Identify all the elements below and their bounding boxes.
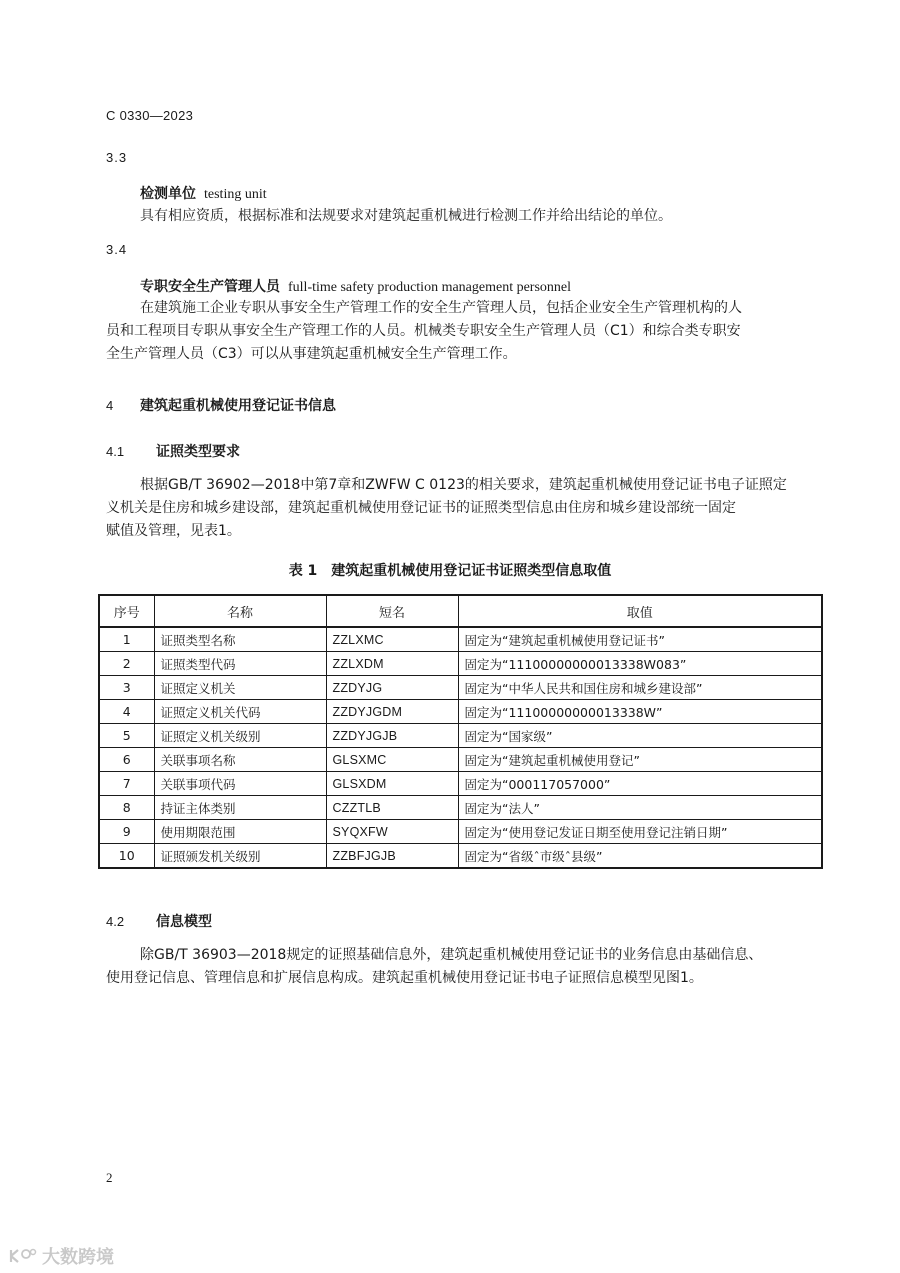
watermark-text: 大数跨境 (42, 1247, 114, 1268)
section-number: 4.2 (106, 914, 125, 929)
cell-short-name: SYQXFW (326, 820, 458, 844)
definition-3-3: 具有相应资质，根据标准和法规要求对建筑起重机械进行检测工作并给出结论的单位。 (140, 208, 672, 224)
table-row (99, 820, 822, 844)
cell-short-name: ZZDYJGDM (326, 700, 458, 724)
table-row (99, 772, 822, 796)
cell-name: 持证主体类别 (154, 796, 326, 820)
cell-seq: 1 (99, 627, 154, 652)
watermark (8, 1243, 114, 1269)
header-value: 取值 (458, 595, 822, 627)
section-title: 建筑起重机械使用登记证书信息 (140, 398, 336, 414)
cell-seq: 7 (99, 772, 154, 796)
cell-short-name: GLSXMC (326, 748, 458, 772)
table-row (99, 796, 822, 820)
table-row (99, 627, 822, 652)
cell-value: 固定为“建筑起重机械使用登记” (458, 748, 822, 772)
cell-short-name: ZZDYJG (326, 676, 458, 700)
section-title: 证照类型要求 (156, 444, 240, 460)
watermark-logo-icon (8, 1246, 38, 1266)
cell-name: 证照定义机关代码 (154, 700, 326, 724)
section-4-1-line-3: 赋值及管理，见表1。 (106, 523, 241, 539)
cell-value: 固定为“国家级” (458, 724, 822, 748)
page-number: 2 (106, 1170, 113, 1185)
section-4-1-heading (106, 441, 240, 461)
cell-name: 证照颁发机关级别 (154, 844, 326, 869)
cell-name: 证照类型名称 (154, 627, 326, 652)
cell-short-name: CZZTLB (326, 796, 458, 820)
term-cn: 检测单位 (140, 186, 196, 202)
cell-value: 固定为“11100000000013338W” (458, 700, 822, 724)
cell-short-name: GLSXDM (326, 772, 458, 796)
cell-short-name: ZZLXDM (326, 652, 458, 676)
table-row (99, 844, 822, 869)
term-en: testing unit (204, 187, 267, 202)
definition-3-4-line-2: 员和工程项目专职从事安全生产管理工作的人员。机械类专职安全生产管理人员（C1）和综合类专职安 (106, 323, 741, 339)
table-row (99, 724, 822, 748)
cell-value: 固定为“建筑起重机械使用登记证书” (458, 627, 822, 652)
definition-3-4-line-1: 在建筑施工企业专职从事安全生产管理工作的安全生产管理人员，包括企业安全生产管理机构的人 (140, 300, 742, 316)
cell-value: 固定为“11100000000013338W083” (458, 652, 822, 676)
section-title: 信息模型 (156, 914, 212, 930)
section-number: 4.1 (106, 444, 125, 459)
cell-short-name: ZZLXMC (326, 627, 458, 652)
section-4-2-line-2: 使用登记信息、管理信息和扩展信息构成。建筑起重机械使用登记证书电子证照信息模型见图1。 (106, 970, 703, 986)
cell-value: 固定为“法人” (458, 796, 822, 820)
cell-seq: 5 (99, 724, 154, 748)
cell-value: 固定为“省级ˆ市级ˆ县级” (458, 844, 822, 869)
cell-seq: 3 (99, 676, 154, 700)
section-4-1-line-2: 义机关是住房和城乡建设部，建筑起重机械使用登记证书的证照类型信息由住房和城乡建设部统一固定 (106, 500, 736, 516)
table-caption: 表 1 建筑起重机械使用登记证书证照类型信息取值 (288, 563, 612, 579)
table-row (99, 700, 822, 724)
certificate-type-table (98, 594, 823, 869)
cell-name: 使用期限范围 (154, 820, 326, 844)
table-header-row (99, 595, 822, 627)
cell-name: 关联事项名称 (154, 748, 326, 772)
table-row (99, 652, 822, 676)
header-name: 名称 (154, 595, 326, 627)
cell-name: 关联事项代码 (154, 772, 326, 796)
cell-seq: 10 (99, 844, 154, 869)
cell-seq: 9 (99, 820, 154, 844)
term-3-3 (140, 183, 267, 203)
section-4-2-line-1: 除GB/T 36903—2018规定的证照基础信息外，建筑起重机械使用登记证书的业务信息由基础信息、 (140, 947, 763, 963)
cell-seq: 4 (99, 700, 154, 724)
table-row (99, 748, 822, 772)
cell-name: 证照定义机关级别 (154, 724, 326, 748)
document-code: C 0330—2023 (106, 108, 194, 123)
table-row (99, 676, 822, 700)
cell-seq: 8 (99, 796, 154, 820)
cell-short-name: ZZBFJGJB (326, 844, 458, 869)
header-short-name: 短名 (326, 595, 458, 627)
clause-number-3-3: 3.3 (106, 150, 128, 165)
clause-number-3-4: 3.4 (106, 242, 128, 257)
cell-seq: 2 (99, 652, 154, 676)
section-4-2-heading (106, 911, 212, 931)
header-seq: 序号 (99, 595, 154, 627)
cell-value: 固定为“中华人民共和国住房和城乡建设部” (458, 676, 822, 700)
definition-3-4-line-3: 全生产管理人员（C3）可以从事建筑起重机械安全生产管理工作。 (106, 346, 517, 362)
term-en: full-time safety production management personnel (288, 280, 572, 295)
cell-name: 证照定义机关 (154, 676, 326, 700)
term-3-4 (140, 276, 571, 296)
section-4-heading (106, 395, 336, 415)
cell-seq: 6 (99, 748, 154, 772)
cell-value: 固定为“000117057000” (458, 772, 822, 796)
cell-value: 固定为“使用登记发证日期至使用登记注销日期” (458, 820, 822, 844)
term-cn: 专职安全生产管理人员 (140, 279, 280, 295)
cell-short-name: ZZDYJGJB (326, 724, 458, 748)
section-4-1-line-1: 根据GB/T 36902—2018中第7章和ZWFW C 0123的相关要求，建筑起重机械使用登记证书电子证照定 (140, 477, 787, 493)
cell-name: 证照类型代码 (154, 652, 326, 676)
section-number: 4 (106, 398, 114, 413)
